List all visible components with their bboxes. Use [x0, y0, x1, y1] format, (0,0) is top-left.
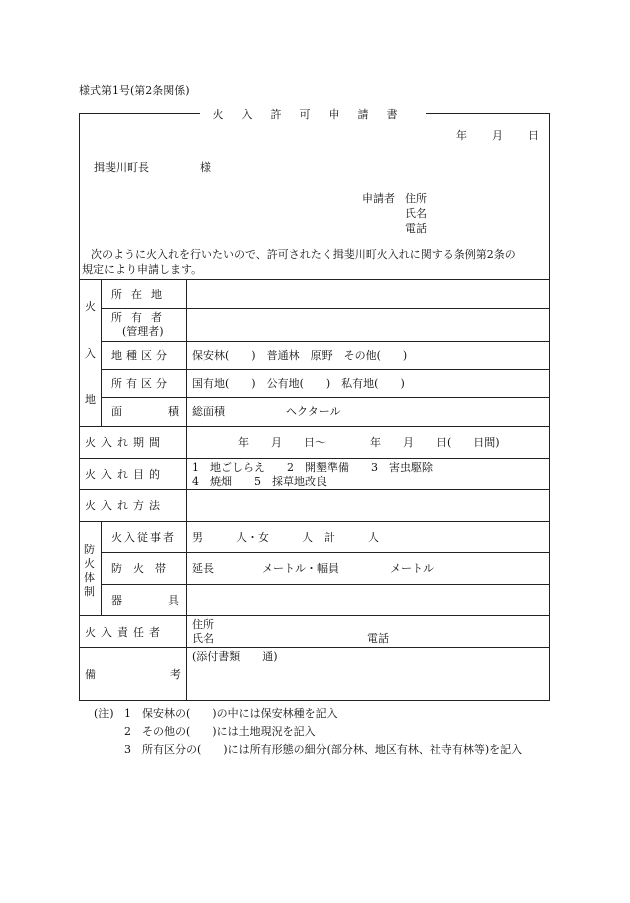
method-label: 火入れ方法 [85, 499, 165, 512]
firebreak-prefix: 延長 [192, 562, 214, 575]
responsible-phone-label: 電話 [367, 632, 389, 645]
remarks-label-1: 備 [85, 668, 96, 681]
site-group-char-3: 地 [85, 393, 96, 406]
firebreak-unit: メートル [390, 562, 434, 575]
fire-system-label: 防火体制 [84, 543, 95, 598]
row-line [101, 308, 550, 309]
intro-text-line-2: 規定により申請します。 [82, 263, 203, 276]
row-line [79, 489, 550, 490]
notes-prefix: (注) [94, 707, 114, 720]
column-line [101, 521, 102, 615]
form-title: 火入許可申請書 [212, 108, 416, 121]
area-label: 面積 [111, 405, 179, 418]
purpose-line-2: 4 焼畑 5 採草地改良 [192, 475, 327, 488]
column-line [101, 279, 102, 426]
applicant-phone-label: 電話 [405, 222, 427, 235]
row-line [101, 369, 550, 370]
applicant-label: 申請者 [362, 192, 395, 205]
period-value: 年 月 日～ 年 月 日( 日間) [238, 436, 500, 449]
note-item-2: 2 その他の( )には土地現況を記入 [124, 725, 316, 738]
owner-sub-label: (管理者) [122, 325, 164, 338]
site-group-char-2: 入 [85, 347, 96, 360]
responsible-address-label: 住所 [192, 618, 214, 631]
note-item-1: 1 保安林の( )の中には保安林種を記入 [124, 707, 338, 720]
land-type-value: 保安林( ) 普通林 原野 その他( ) [192, 349, 408, 362]
site-group-char-1: 火 [85, 300, 96, 313]
purpose-line-1: 1 地ごしらえ 2 開墾準備 3 害虫駆除 [192, 461, 433, 474]
row-line [101, 584, 550, 585]
owner-label: 所有者 [111, 311, 171, 324]
area-prefix: 総面積 [192, 405, 225, 418]
equipment-label: 器具 [111, 594, 179, 607]
row-line [79, 426, 550, 427]
row-line [101, 341, 550, 342]
remarks-note: (添付書類 通) [192, 650, 278, 663]
note-item-3: 3 所有区分の( )には所有形態の細分(部分林、地区有林、社寺有林等)を記入 [124, 743, 523, 756]
intro-text-line-1: 次のように火入れを行いたいので、許可されたく揖斐川町火入れに関する条例第2条の [91, 248, 516, 261]
row-line [79, 615, 550, 616]
firebreak-mid: メートル・幅員 [262, 562, 339, 575]
site-location-label: 所在地 [111, 288, 171, 301]
ownership-value: 国有地( ) 公有地( ) 私有地( ) [192, 377, 405, 390]
row-line [79, 279, 550, 280]
area-unit: ヘクタール [286, 405, 341, 418]
row-line [79, 647, 550, 648]
ownership-label: 所有区分 [111, 377, 171, 390]
workers-label: 火入従事者 [111, 531, 176, 544]
remarks-label-2: 考 [170, 668, 181, 681]
form-number: 様式第1号(第2条関係) [79, 84, 190, 97]
recipient-honorific: 様 [200, 161, 211, 174]
recipient-name: 揖斐川町長 [94, 161, 149, 174]
firebreak-label: 防火帯 [111, 562, 177, 575]
purpose-label: 火入れ目的 [85, 468, 165, 481]
responsible-name-label: 氏名 [192, 632, 214, 645]
workers-value: 男 人・女 人 計 人 [192, 531, 379, 544]
row-line [101, 552, 550, 553]
row-line [79, 521, 550, 522]
land-type-label: 地種区分 [111, 349, 171, 362]
responsible-label: 火入責任者 [85, 626, 165, 639]
applicant-address-label: 住所 [405, 192, 427, 205]
row-line [79, 458, 550, 459]
applicant-name-label: 氏名 [405, 207, 427, 220]
period-label: 火入れ期間 [85, 436, 165, 449]
column-line [186, 279, 187, 701]
date-field: 年 月 日 [456, 129, 540, 142]
row-line [101, 397, 550, 398]
